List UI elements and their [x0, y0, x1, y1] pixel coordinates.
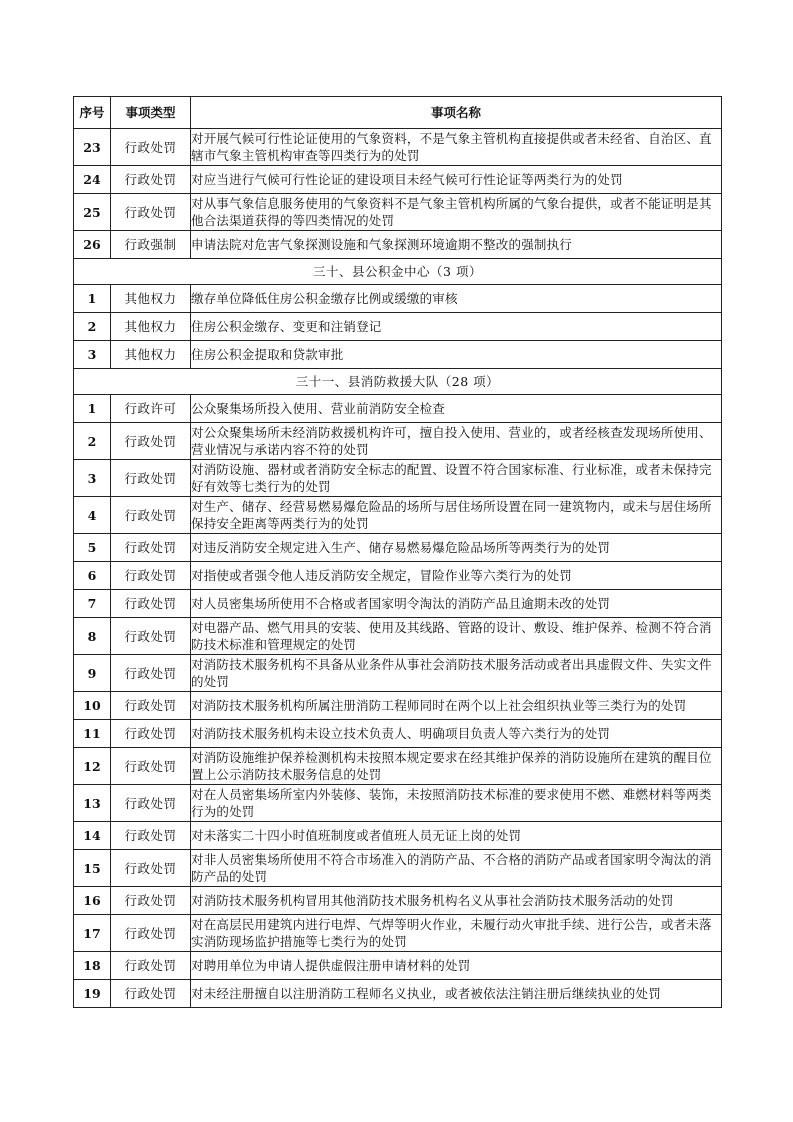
row-number: 16 [74, 887, 111, 915]
row-number: 12 [74, 748, 111, 785]
row-type: 其他权力 [111, 285, 191, 313]
section-row [74, 259, 722, 285]
row-number: 9 [74, 655, 111, 692]
row-number: 17 [74, 915, 111, 952]
row-name: 对未经注册擅自以注册消防工程师名义执业，或者被依法注销注册后继续执业的处罚 [191, 980, 722, 1008]
row-type: 行政处罚 [111, 590, 191, 618]
row-number: 7 [74, 590, 111, 618]
row-number: 8 [74, 618, 111, 655]
row-type: 行政处罚 [111, 692, 191, 720]
table-row [74, 720, 722, 748]
table-row [74, 952, 722, 980]
row-name: 对消防技术服务机构不具备从业条件从事社会消防技术服务活动或者出具虚假文件、失实文件的处罚 [191, 655, 722, 692]
row-name: 对在人员密集场所室内外装修、装饰，未按照消防技术标准的要求使用不燃、难燃材料等两类行为的处罚 [191, 785, 722, 822]
row-type: 行政处罚 [111, 423, 191, 460]
row-name: 缴存单位降低住房公积金缴存比例或缓缴的审核 [191, 285, 722, 313]
table-row [74, 460, 722, 497]
row-number: 1 [74, 285, 111, 313]
row-number: 1 [74, 395, 111, 423]
row-number: 14 [74, 822, 111, 850]
table-row [74, 534, 722, 562]
table-row [74, 822, 722, 850]
row-number: 10 [74, 692, 111, 720]
row-type: 行政处罚 [111, 497, 191, 534]
row-number: 2 [74, 313, 111, 341]
table-row [74, 341, 722, 369]
row-type: 行政处罚 [111, 850, 191, 887]
table-row [74, 915, 722, 952]
row-type: 其他权力 [111, 313, 191, 341]
matters-table [73, 96, 722, 1008]
table-row [74, 785, 722, 822]
row-type: 行政处罚 [111, 618, 191, 655]
row-number: 26 [74, 231, 111, 259]
header-matter-type: 事项类型 [111, 97, 191, 129]
row-number: 25 [74, 194, 111, 231]
table-row [74, 562, 722, 590]
row-number: 6 [74, 562, 111, 590]
row-name: 对人员密集场所使用不合格或者国家明令淘汰的消防产品且逾期未改的处罚 [191, 590, 722, 618]
table-row [74, 313, 722, 341]
table-row [74, 590, 722, 618]
table-row [74, 285, 722, 313]
row-name: 对公众聚集场所未经消防救援机构许可，擅自投入使用、营业的，或者经核查发现场所使用、营业情况与承诺内容不符的处罚 [191, 423, 722, 460]
row-name: 公众聚集场所投入使用、营业前消防安全检查 [191, 395, 722, 423]
row-name: 对生产、储存、经营易燃易爆危险品的场所与居住场所设置在同一建筑物内，或未与居住场所保持安全距离等两类行为的处罚 [191, 497, 722, 534]
row-type: 行政处罚 [111, 720, 191, 748]
row-name: 申请法院对危害气象探测设施和气象探测环境逾期不整改的强制执行 [191, 231, 722, 259]
row-type: 行政处罚 [111, 887, 191, 915]
row-name: 对消防技术服务机构所属注册消防工程师同时在两个以上社会组织执业等三类行为的处罚 [191, 692, 722, 720]
row-type: 行政许可 [111, 395, 191, 423]
row-name: 住房公积金提取和贷款审批 [191, 341, 722, 369]
row-type: 行政处罚 [111, 534, 191, 562]
row-name: 对应当进行气候可行性论证的建设项目未经气候可行性论证等两类行为的处罚 [191, 166, 722, 194]
header-serial-number: 序号 [74, 97, 111, 129]
row-type: 行政处罚 [111, 655, 191, 692]
row-number: 4 [74, 497, 111, 534]
section-title: 三十一、县消防救援大队（28 项） [74, 369, 722, 395]
row-name: 住房公积金缴存、变更和注销登记 [191, 313, 722, 341]
row-name: 对在高层民用建筑内进行电焊、气焊等明火作业，未履行动火审批手续、进行公告，或者未落实消防现场监护措施等七类行为的处罚 [191, 915, 722, 952]
row-number: 19 [74, 980, 111, 1008]
table-row [74, 692, 722, 720]
row-number: 18 [74, 952, 111, 980]
row-type: 行政处罚 [111, 915, 191, 952]
row-name: 对消防技术服务机构未设立技术负责人、明确项目负责人等六类行为的处罚 [191, 720, 722, 748]
table-row [74, 194, 722, 231]
table-row [74, 887, 722, 915]
header-matter-name: 事项名称 [191, 97, 722, 129]
row-type: 行政处罚 [111, 980, 191, 1008]
row-name: 对电器产品、燃气用具的安装、使用及其线路、管路的设计、敷设、维护保养、检测不符合消防技术标准和管理规定的处罚 [191, 618, 722, 655]
row-number: 3 [74, 341, 111, 369]
row-number: 3 [74, 460, 111, 497]
table-header-row [74, 97, 722, 129]
row-name: 对未落实二十四小时值班制度或者值班人员无证上岗的处罚 [191, 822, 722, 850]
row-number: 5 [74, 534, 111, 562]
row-type: 行政处罚 [111, 562, 191, 590]
row-name: 对聘用单位为申请人提供虚假注册申请材料的处罚 [191, 952, 722, 980]
row-name: 对开展气候可行性论证使用的气象资料，不是气象主管机构直接提供或者未经省、自治区、直辖市气象主管机构审查等四类行为的处罚 [191, 129, 722, 166]
row-type: 行政处罚 [111, 129, 191, 166]
table-row [74, 423, 722, 460]
row-name: 对消防技术服务机构冒用其他消防技术服务机构名义从事社会消防技术服务活动的处罚 [191, 887, 722, 915]
table-row [74, 395, 722, 423]
table-row [74, 655, 722, 692]
row-number: 24 [74, 166, 111, 194]
row-number: 11 [74, 720, 111, 748]
row-type: 行政处罚 [111, 952, 191, 980]
table-row [74, 618, 722, 655]
row-number: 2 [74, 423, 111, 460]
table-row [74, 497, 722, 534]
table-row [74, 980, 722, 1008]
row-type: 行政处罚 [111, 166, 191, 194]
row-name: 对非人员密集场所使用不符合市场准入的消防产品、不合格的消防产品或者国家明令淘汰的消防产品的处罚 [191, 850, 722, 887]
row-name: 对指使或者强令他人违反消防安全规定，冒险作业等六类行为的处罚 [191, 562, 722, 590]
table-row [74, 129, 722, 166]
row-type: 行政强制 [111, 231, 191, 259]
table-row [74, 166, 722, 194]
row-type: 行政处罚 [111, 785, 191, 822]
section-title: 三十、县公积金中心（3 项） [74, 259, 722, 285]
row-type: 其他权力 [111, 341, 191, 369]
row-name: 对消防设施维护保养检测机构未按照本规定要求在经其维护保养的消防设施所在建筑的醒目位置上公示消防技术服务信息的处罚 [191, 748, 722, 785]
table-body [74, 129, 722, 1008]
section-row [74, 369, 722, 395]
row-type: 行政处罚 [111, 822, 191, 850]
row-name: 对消防设施、器材或者消防安全标志的配置、设置不符合国家标准、行业标准，或者未保持完好有效等七类行为的处罚 [191, 460, 722, 497]
row-name: 对违反消防安全规定进入生产、储存易燃易爆危险品场所等两类行为的处罚 [191, 534, 722, 562]
row-type: 行政处罚 [111, 748, 191, 785]
row-number: 13 [74, 785, 111, 822]
table-row [74, 231, 722, 259]
row-type: 行政处罚 [111, 194, 191, 231]
row-number: 15 [74, 850, 111, 887]
row-type: 行政处罚 [111, 460, 191, 497]
row-name: 对从事气象信息服务使用的气象资料不是气象主管机构所属的气象台提供，或者不能证明是其他合法渠道获得的等四类情况的处罚 [191, 194, 722, 231]
table-row [74, 748, 722, 785]
row-number: 23 [74, 129, 111, 166]
table-row [74, 850, 722, 887]
